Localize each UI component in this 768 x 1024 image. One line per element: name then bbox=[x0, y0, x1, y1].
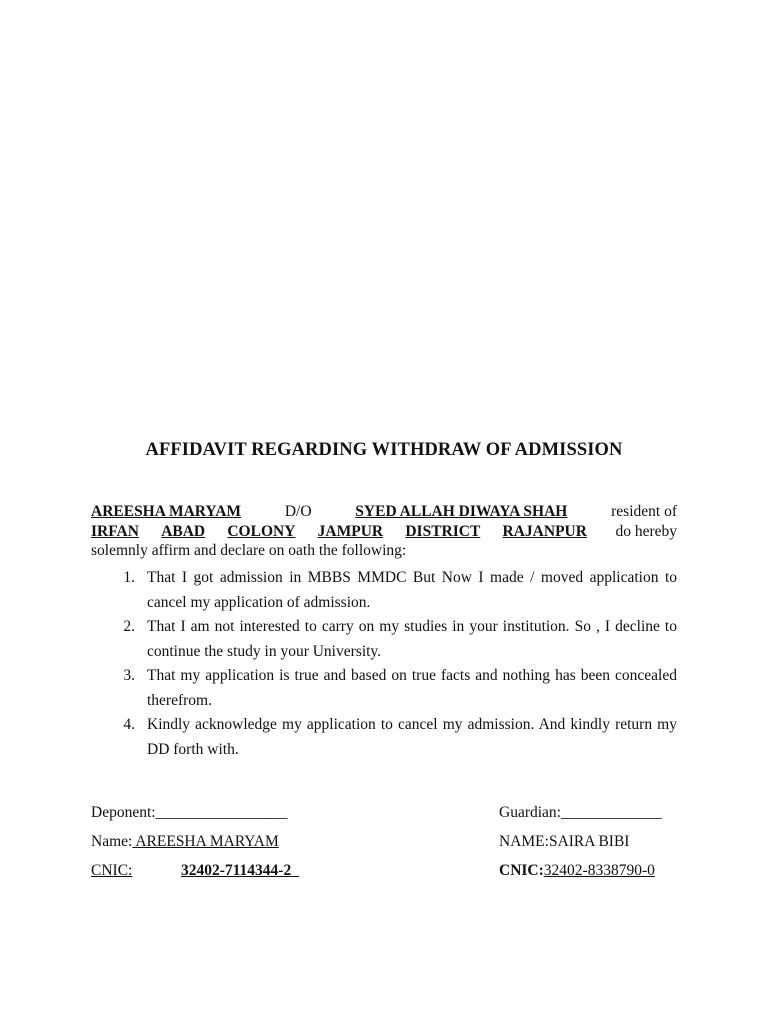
cnic-row bbox=[91, 862, 677, 880]
list-item bbox=[91, 615, 677, 664]
address-word: DISTRICT bbox=[405, 522, 481, 540]
signature-row bbox=[91, 804, 677, 822]
relation-text: D/O bbox=[284, 503, 312, 520]
name-row bbox=[91, 833, 677, 851]
list-item bbox=[91, 713, 677, 762]
intro-paragraph bbox=[91, 502, 677, 561]
guardian-line: _____________ bbox=[560, 804, 662, 821]
address bbox=[91, 522, 587, 542]
guardian-cnic-field bbox=[499, 862, 677, 880]
address-word: IRFAN bbox=[91, 522, 139, 540]
cnic-label: CNIC: bbox=[91, 862, 133, 879]
guardian-cnic-value: 32402-8338790-0 bbox=[543, 862, 655, 879]
intro-line-1 bbox=[91, 502, 677, 522]
list-item bbox=[91, 664, 677, 713]
item-text: Kindly acknowledge my application to cancel my admission. And kindly return my DD forth with. bbox=[147, 716, 677, 758]
name-value: AREESHA MARYAM bbox=[132, 833, 279, 850]
affidavit-title: AFFIDAVIT REGARDING WITHDRAW OF ADMISSION bbox=[145, 440, 623, 460]
intro-line-3: solemnly affirm and declare on oath the following: bbox=[91, 542, 407, 559]
resident-of-text: resident of bbox=[611, 503, 677, 520]
guardian-cnic-label: CNIC: bbox=[499, 862, 544, 879]
address-word: COLONY bbox=[227, 522, 296, 540]
guardian-name-field: NAME:SAIRA BIBI bbox=[499, 833, 630, 850]
item-text: That my application is true and based on true facts and nothing has been concealed therefrom. bbox=[147, 667, 677, 709]
address-word: RAJANPUR bbox=[502, 522, 587, 540]
deponent-label: Deponent: bbox=[91, 804, 156, 821]
deponent-name-field bbox=[91, 833, 279, 851]
guardian-label: Guardian: bbox=[499, 804, 561, 821]
do-hereby-text: do hereby bbox=[615, 522, 677, 540]
intro-line-2 bbox=[91, 522, 677, 542]
address-word: JAMPUR bbox=[317, 522, 384, 540]
item-number: 4. bbox=[123, 716, 135, 733]
item-text: That I am not interested to carry on my studies in your institution. So , I decline to continue the study in your University. bbox=[147, 618, 677, 660]
item-text: That I got admission in MBBS MMDC But Now I made / moved application to cancel my application of admission. bbox=[147, 569, 677, 611]
item-number: 2. bbox=[123, 618, 135, 635]
list-item bbox=[91, 566, 677, 615]
item-number: 1. bbox=[123, 569, 135, 586]
cnic-value: 32402-7114344-2 bbox=[181, 862, 299, 879]
deponent-cnic-field bbox=[91, 862, 299, 880]
deponent-name: AREESHA MARYAM bbox=[91, 503, 242, 520]
father-name: SYED ALLAH DIWAYA SHAH bbox=[355, 503, 568, 520]
address-word: ABAD bbox=[161, 522, 206, 540]
affidavit-clauses bbox=[91, 566, 677, 762]
guardian-signature bbox=[499, 804, 677, 822]
deponent-signature bbox=[91, 804, 287, 822]
item-number: 3. bbox=[123, 667, 135, 684]
deponent-line: _________________ bbox=[155, 804, 288, 821]
name-label: Name: bbox=[91, 833, 133, 850]
